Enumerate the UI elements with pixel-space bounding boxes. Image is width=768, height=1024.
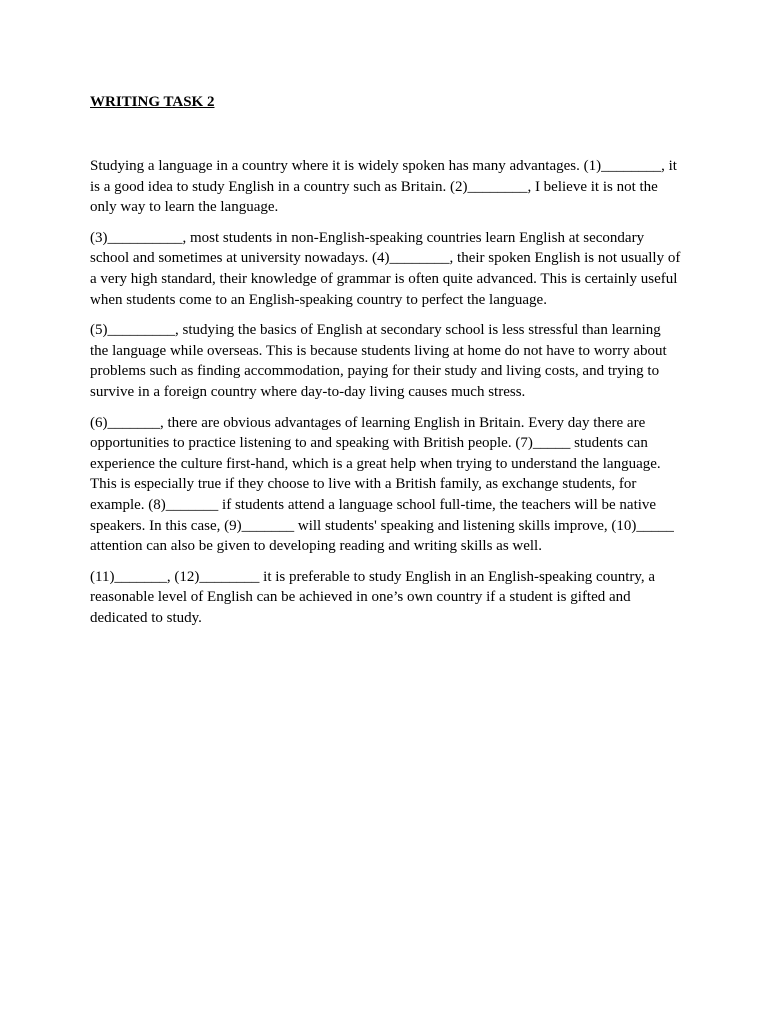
paragraph-4: (6)_______, there are obvious advantages of learning English in Britain. Every day there are opportunities to practice listening to and speaking with British people. (7)_____ students can experience the culture first-hand, which is a great help when trying to understand the language. This is especially true if they choose to live with a British family, as exchange students, for example. (8)_______ if students attend a language school full-time, the teachers will be native speakers. In this case, (9)_______ will students' speaking and listening skills improve, (10)_____ attention can also be given to developing reading and writing skills as well. [90,414,674,555]
paragraph-5: (11)_______, (12)________ it is preferable to study English in an English-speaking country, a reasonable level of English can be achieved in one’s own country if a student is gifted and dedicated to study. [90,568,656,626]
paragraph-3: (5)_________, studying the basics of English at secondary school is less stressful than learning the language while overseas. This is because students living at home do not have to worry about problems such as finding accommodation, paying for their study and living costs, and trying to survive in a foreign country where day-to-day living causes much stress. [90,322,667,400]
worksheet [90,90,682,638]
paragraph-1: Studying a language in a country where it is widely spoken has many advantages. (1)________, it is a good idea to study English in a country such as Britain. (2)________, I believe it is not the only way to learn the language. [90,158,677,216]
paragraph-2: (3)__________, most students in non-English-speaking countries learn English at secondary school and sometimes at university nowadays. (4)________, their spoken English is not usually of a very high standard, their knowledge of grammar is often quite advanced. This is certainly useful when students come to an English-speaking country to perfect the language. [90,229,681,308]
task-title: WRITING TASK 2 [90,94,215,110]
